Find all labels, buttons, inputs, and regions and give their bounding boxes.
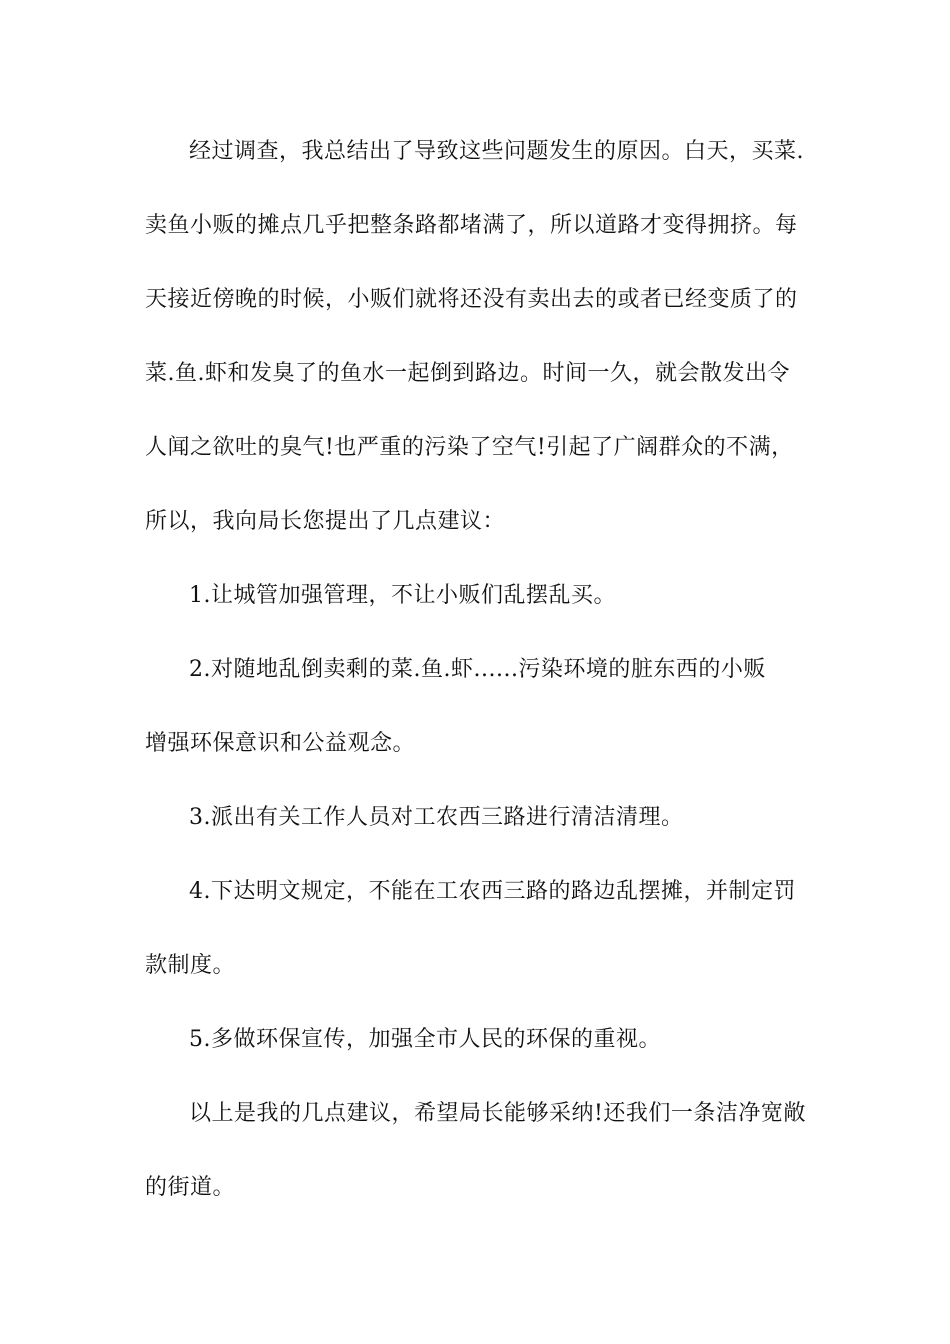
suggestion-3: 3.派出有关工作人员对工农西三路进行清洁清理。 — [189, 805, 684, 830]
suggestion-2-line-2: 增强环保意识和公益观念。 — [145, 731, 416, 756]
suggestion-4-line-1: 4.下达明文规定，不能在工农西三路的路边乱摆摊，并制定罚 — [189, 879, 796, 904]
suggestion-4-line-2: 款制度。 — [145, 953, 236, 978]
conclusion-line-2: 的街道。 — [145, 1175, 236, 1200]
paragraph-causes-line-2: 卖鱼小贩的摊点几乎把整条路都堵满了，所以道路才变得拥挤。每 — [145, 213, 798, 238]
paragraph-causes-line-3: 天接近傍晚的时候，小贩们就将还没有卖出去的或者已经变质了的 — [145, 287, 798, 312]
suggestion-1: 1.让城管加强管理，不让小贩们乱摆乱买。 — [189, 583, 616, 608]
paragraph-causes-line-6: 所以，我向局长您提出了几点建议： — [145, 509, 506, 534]
conclusion-line-1: 以上是我的几点建议，希望局长能够采纳!还我们一条洁净宽敞 — [189, 1101, 806, 1126]
paragraph-causes-line-5: 人闻之欲吐的臭气!也严重的污染了空气!引起了广阔群众的不满， — [145, 435, 794, 460]
paragraph-causes-line-4: 菜.鱼.虾和发臭了的鱼水一起倒到路边。时间一久，就会散发出令 — [145, 361, 790, 386]
suggestion-2-line-1: 2.对随地乱倒卖剩的菜.鱼.虾......污染环境的脏东西的小贩 — [189, 657, 766, 682]
suggestion-5: 5.多做环保宣传，加强全市人民的环保的重视。 — [189, 1027, 661, 1052]
paragraph-causes-line-1: 经过调查，我总结出了导致这些问题发生的原因。白天，买菜. — [189, 139, 804, 164]
